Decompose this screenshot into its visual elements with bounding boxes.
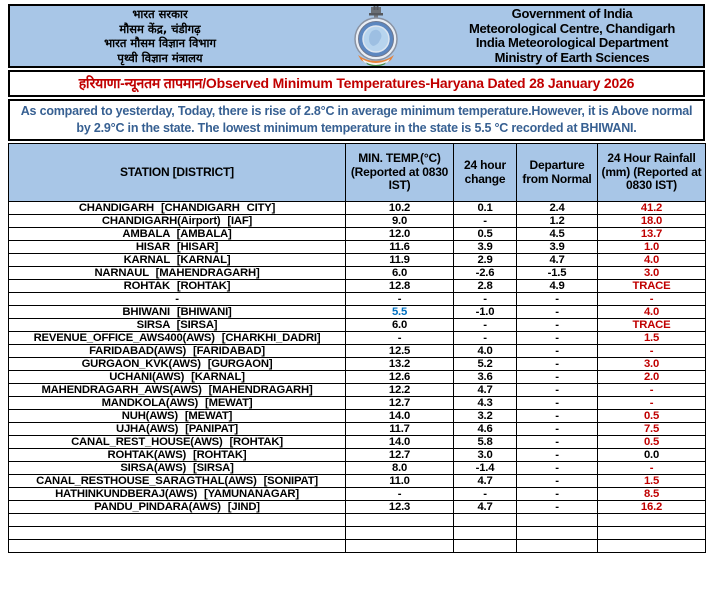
change-24h-cell: 4.7 [454,501,517,514]
min-temp-cell: 14.0 [346,410,454,423]
table-row [9,410,706,423]
table-row [9,475,706,488]
station-cell: SIRSA(AWS) [SIRSA] [9,462,346,475]
change-24h-cell: 4.7 [454,384,517,397]
station-cell [9,526,346,539]
change-24h-cell: 3.6 [454,371,517,384]
min-temp-cell: 12.0 [346,228,454,241]
departure-cell: 4.9 [517,280,598,293]
min-temp-cell: - [346,293,454,306]
departure-cell: -1.5 [517,267,598,280]
departure-cell: - [517,501,598,514]
rainfall-cell: 4.0 [598,254,706,267]
logo-container [310,6,441,66]
rainfall-cell: TRACE [598,280,706,293]
min-temp-cell [346,539,454,552]
min-temp-cell: 12.7 [346,449,454,462]
change-24h-cell: 3.0 [454,449,517,462]
departure-cell: 3.9 [517,241,598,254]
departure-cell: - [517,358,598,371]
min-temp-cell: 12.8 [346,280,454,293]
change-24h-cell: 4.3 [454,397,517,410]
rainfall-cell: 0.5 [598,410,706,423]
table-row [9,293,706,306]
table-row [9,319,706,332]
change-24h-cell: 4.0 [454,345,517,358]
table-row [9,358,706,371]
change-24h-cell: 0.1 [454,202,517,215]
min-temp-cell: 6.0 [346,319,454,332]
english-line: Government of India [511,6,633,21]
station-cell: ROHTAK(AWS) [ROHTAK] [9,449,346,462]
rainfall-cell: 16.2 [598,501,706,514]
letterhead [8,4,705,68]
station-cell: KARNAL [KARNAL] [9,254,346,267]
change-24h-cell: 0.5 [454,228,517,241]
letterhead-english [441,7,703,65]
table-row [9,345,706,358]
departure-cell: - [517,475,598,488]
table-header [9,144,706,202]
hindi-line: भारत सरकार [132,7,188,21]
table-row [9,215,706,228]
table-row [9,526,706,539]
rainfall-cell: 0.0 [598,449,706,462]
bulletin-title: हरियाणा-न्यूनतम तापमान/Observed Minimum Temperatures-Haryana Dated 28 January 2026 [8,70,705,97]
table-row [9,449,706,462]
rainfall-cell [598,539,706,552]
min-temp-cell: 11.7 [346,423,454,436]
min-temp-cell [346,514,454,527]
departure-cell: - [517,306,598,319]
departure-cell: - [517,371,598,384]
min-temp-cell: 9.0 [346,215,454,228]
rainfall-cell: TRACE [598,319,706,332]
min-temp-cell: 11.0 [346,475,454,488]
station-cell: AMBALA [AMBALA] [9,228,346,241]
rainfall-cell: 7.5 [598,423,706,436]
min-temp-cell: 12.2 [346,384,454,397]
hindi-line: पृथ्वी विज्ञान मंत्रालय [117,50,203,65]
station-cell: GURGAON_KVK(AWS) [GURGAON] [9,358,346,371]
departure-cell: - [517,345,598,358]
table-row [9,384,706,397]
departure-cell: 1.2 [517,215,598,228]
rainfall-cell: 41.2 [598,202,706,215]
hindi-line: मौसम केंद्र, चंडीगढ़ [119,21,201,36]
departure-cell: - [517,293,598,306]
station-cell: MAHENDRAGARH_AWS(AWS) [MAHENDRAGARH] [9,384,346,397]
change-24h-cell: 5.8 [454,436,517,449]
table-row [9,501,706,514]
table-row [9,514,706,527]
min-temp-cell: 12.6 [346,371,454,384]
station-cell: HATHINKUNDBERAJ(AWS) [YAMUNANAGAR] [9,488,346,501]
min-temp-cell: 12.7 [346,397,454,410]
station-cell: UJHA(AWS) [PANIPAT] [9,423,346,436]
table-row [9,306,706,319]
table-row [9,254,706,267]
change-24h-cell [454,526,517,539]
station-cell: CANAL_REST_HOUSE(AWS) [ROHTAK] [9,436,346,449]
summary-text: As compared to yesterday, Today, there is rise of 2.8°C in average minimum temperature.However, it is Above normal by 2.9°C in the state. The lowest minimum temperature in the state is 5.5 °C recorded at BHIWANI. [8,99,705,141]
col-header-departure: Departure from Normal [517,144,598,202]
station-cell: REVENUE_OFFICE_AWS400(AWS) [CHARKHI_DADRI] [9,332,346,345]
departure-cell: 4.7 [517,254,598,267]
english-line: Ministry of Earth Sciences [494,49,650,65]
departure-cell: - [517,319,598,332]
rainfall-cell: 1.5 [598,475,706,488]
min-temp-cell: 6.0 [346,267,454,280]
station-cell: CANAL_RESTHOUSE_SARAGTHAL(AWS) [SONIPAT] [9,475,346,488]
observations-tbody [9,202,706,553]
english-line: Meteorological Centre, Chandigarh [468,20,676,36]
change-24h-cell: 3.9 [454,241,517,254]
min-temp-cell: - [346,332,454,345]
letterhead-hindi [10,7,310,65]
station-cell: PANDU_PINDARA(AWS) [JIND] [9,501,346,514]
change-24h-cell: 2.9 [454,254,517,267]
departure-cell: - [517,332,598,345]
rainfall-cell: - [598,384,706,397]
change-24h-cell: -1.4 [454,462,517,475]
rainfall-cell [598,514,706,527]
table-row [9,241,706,254]
min-temp-cell: 13.2 [346,358,454,371]
table-row [9,397,706,410]
min-temp-cell: - [346,488,454,501]
table-row [9,423,706,436]
rainfall-cell [598,526,706,539]
departure-cell: - [517,423,598,436]
station-cell: HISAR [HISAR] [9,241,346,254]
change-24h-cell: - [454,488,517,501]
rainfall-cell: 1.0 [598,241,706,254]
rainfall-cell: - [598,462,706,475]
station-cell: CHANDIGARH [CHANDIGARH CITY] [9,202,346,215]
departure-cell: - [517,436,598,449]
station-cell: CHANDIGARH(Airport) [IAF] [9,215,346,228]
station-cell: ROHTAK [ROHTAK] [9,280,346,293]
departure-cell [517,514,598,527]
change-24h-cell [454,539,517,552]
col-header-station: STATION [DISTRICT] [9,144,346,202]
station-cell: NUH(AWS) [MEWAT] [9,410,346,423]
station-cell: BHIWANI [BHIWANI] [9,306,346,319]
change-24h-cell: - [454,332,517,345]
station-cell: SIRSA [SIRSA] [9,319,346,332]
table-row [9,462,706,475]
min-temp-cell: 11.6 [346,241,454,254]
departure-cell [517,526,598,539]
table-row [9,539,706,552]
rainfall-cell: 2.0 [598,371,706,384]
table-row [9,436,706,449]
min-temp-cell: 10.2 [346,202,454,215]
col-header-24h-change: 24 hour change [454,144,517,202]
departure-cell: - [517,449,598,462]
change-24h-cell: -2.6 [454,267,517,280]
change-24h-cell: -1.0 [454,306,517,319]
min-temp-cell: 12.3 [346,501,454,514]
table-row [9,332,706,345]
rainfall-cell: 4.0 [598,306,706,319]
change-24h-cell: 4.7 [454,475,517,488]
rainfall-cell: 18.0 [598,215,706,228]
imd-emblem-icon [350,6,402,66]
min-temp-cell: 5.5 [346,306,454,319]
min-temp-cell [346,526,454,539]
departure-cell: - [517,397,598,410]
change-24h-cell: - [454,215,517,228]
change-24h-cell: 3.2 [454,410,517,423]
rainfall-cell: - [598,345,706,358]
rainfall-cell: 0.5 [598,436,706,449]
observations-table [8,143,706,553]
change-24h-cell: - [454,319,517,332]
table-row [9,488,706,501]
table-row [9,202,706,215]
departure-cell: - [517,410,598,423]
col-header-min-temp: MIN. TEMP.(°C) (Reported at 0830 IST) [346,144,454,202]
departure-cell [517,539,598,552]
station-cell: NARNAUL [MAHENDRAGARH] [9,267,346,280]
rainfall-cell: - [598,293,706,306]
station-cell: - [9,293,346,306]
change-24h-cell: - [454,293,517,306]
station-cell [9,539,346,552]
table-row [9,280,706,293]
rainfall-cell: - [598,397,706,410]
hindi-line: भारत मौसम विज्ञान विभाग [104,36,216,50]
departure-cell: - [517,462,598,475]
rainfall-cell: 1.5 [598,332,706,345]
rainfall-cell: 8.5 [598,488,706,501]
departure-cell: 4.5 [517,228,598,241]
departure-cell: 2.4 [517,202,598,215]
change-24h-cell: 2.8 [454,280,517,293]
change-24h-cell [454,514,517,527]
departure-cell: - [517,384,598,397]
rainfall-cell: 3.0 [598,358,706,371]
english-line: India Meteorological Department [475,35,669,50]
station-cell [9,514,346,527]
table-row [9,228,706,241]
departure-cell: - [517,488,598,501]
rainfall-cell: 13.7 [598,228,706,241]
min-temp-cell: 12.5 [346,345,454,358]
station-cell: UCHANI(AWS) [KARNAL] [9,371,346,384]
table-row [9,267,706,280]
min-temp-cell: 11.9 [346,254,454,267]
min-temp-cell: 8.0 [346,462,454,475]
col-header-rainfall: 24 Hour Rainfall (mm) (Reported at 0830 IST) [598,144,706,202]
min-temp-cell: 14.0 [346,436,454,449]
change-24h-cell: 5.2 [454,358,517,371]
rainfall-cell: 3.0 [598,267,706,280]
station-cell: FARIDABAD(AWS) [FARIDABAD] [9,345,346,358]
station-cell: MANDKOLA(AWS) [MEWAT] [9,397,346,410]
table-row [9,371,706,384]
change-24h-cell: 4.6 [454,423,517,436]
